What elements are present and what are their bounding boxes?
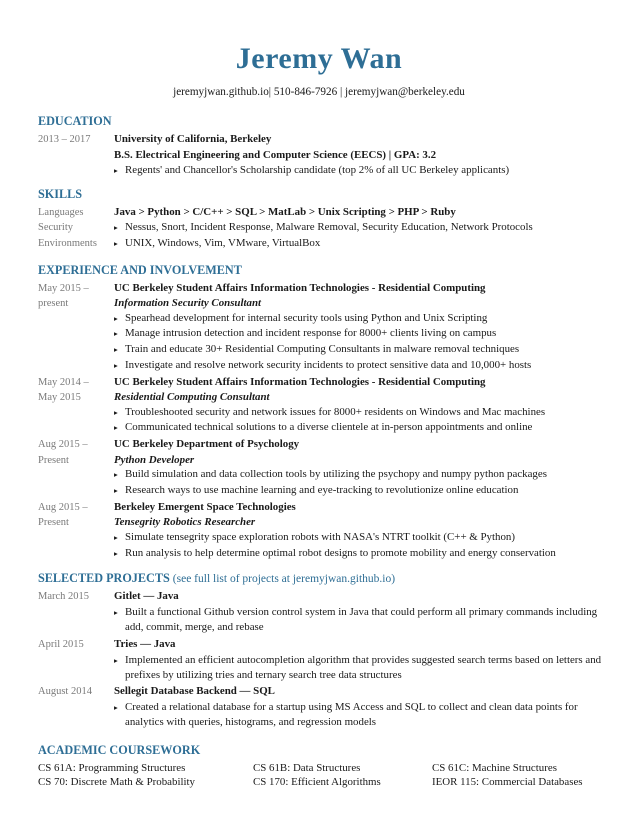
project-name: Sellegit Database Backend — SQL: [114, 685, 275, 697]
bullet-marker: ▸: [114, 361, 118, 370]
bullet-text: Research ways to use machine learning and eye-tracking to revolutionize online education: [125, 484, 519, 496]
education-dates: 2013 – 2017: [38, 134, 91, 145]
course-item: CS 61C: Machine Structures: [432, 762, 557, 774]
bullet-text: Regents' and Chancellor's Scholarship candidate (top 2% of all UC Berkeley applicants): [125, 164, 510, 176]
section-title-education: EDUCATION: [38, 114, 112, 128]
experience-date: May 2015: [38, 392, 81, 403]
course-item: CS 70: Discrete Math & Probability: [38, 776, 195, 788]
bullet-text: Run analysis to help determine optimal robot designs to promote mobility and energy conservation: [125, 547, 556, 559]
experience-bullet: [114, 546, 614, 561]
bullet-text: Build simulation and data collection tools by utilizing the psychopy and numpy python packages: [125, 468, 547, 480]
bullet-marker: ▸: [114, 608, 118, 617]
experience-date: Aug 2015 –: [38, 439, 88, 450]
bullet-text: Nessus, Snort, Incident Response, Malware Removal, Security Education, Network Protocols: [125, 221, 533, 233]
bullet-text: Investigate and resolve network security incidents to protect sensitive data and 10,000+ hosts: [125, 359, 532, 371]
project-date: August 2014: [38, 686, 92, 697]
skill-value: [114, 220, 614, 235]
bullet-marker: ▸: [114, 345, 118, 354]
experience-org: UC Berkeley Student Affairs Information Technologies - Residential Computing: [114, 282, 486, 294]
bullet-text: Simulate tensegrity space exploration robots with NASA's NTRT toolkit (C++ & Python): [125, 531, 515, 543]
experience-bullet: [114, 358, 614, 373]
bullet-text: Manage intrusion detection and incident response for 8000+ clients living on campus: [125, 327, 497, 339]
bullet-marker: ▸: [114, 239, 118, 248]
section-title-experience: EXPERIENCE AND INVOLVEMENT: [38, 263, 242, 277]
bullet-text: Train and educate 30+ Residential Computing Consultants in malware removal techniques: [125, 343, 520, 355]
experience-role: Python Developer: [114, 454, 195, 466]
experience-bullet: [114, 342, 614, 357]
bullet-marker: ▸: [114, 423, 118, 432]
bullet-marker: ▸: [114, 656, 118, 665]
contact-line: jeremyjwan.github.io| 510-846-7926 | jeremyjwan@berkeley.edu: [173, 86, 465, 98]
experience-role: Residential Computing Consultant: [114, 391, 270, 403]
bullet-marker: ▸: [114, 166, 118, 175]
bullet-marker: ▸: [114, 223, 118, 232]
education-degree: B.S. Electrical Engineering and Computer Science (EECS) | GPA: 3.2: [114, 149, 437, 161]
experience-bullet: [114, 420, 614, 435]
bullet-text: UNIX, Windows, Vim, VMware, VirtualBox: [125, 237, 321, 249]
project-date: March 2015: [38, 591, 90, 602]
experience-date: Aug 2015 –: [38, 502, 88, 513]
projects-note: (see full list of projects at jeremyjwan.github.io): [172, 573, 396, 585]
course-item: IEOR 115: Commercial Databases: [432, 776, 583, 788]
section-title-skills: SKILLS: [38, 187, 83, 201]
bullet-marker: ▸: [114, 486, 118, 495]
bullet-marker: ▸: [114, 549, 118, 558]
experience-role: Information Security Consultant: [114, 297, 262, 309]
experience-bullet: [114, 326, 614, 341]
experience-date: May 2015 –: [38, 283, 89, 294]
projects-title: SELECTED PROJECTS: [38, 571, 170, 585]
bullet-text: Spearhead development for internal security tools using Python and Unix Scripting: [125, 312, 488, 324]
bullet-marker: ▸: [114, 329, 118, 338]
project-name: Gitlet — Java: [114, 590, 179, 602]
education-bullet: [114, 163, 614, 178]
project-date: April 2015: [38, 639, 84, 650]
project-name: Tries — Java: [114, 638, 176, 650]
bullet-text: Communicated technical solutions to a diverse clientele at in-person appointments and online: [125, 421, 533, 433]
experience-bullet: [114, 311, 614, 326]
course-item: CS 170: Efficient Algorithms: [253, 776, 381, 788]
experience-date: May 2014 –: [38, 377, 89, 388]
section-title-projects: [38, 571, 395, 587]
bullet-marker: ▸: [114, 408, 118, 417]
resume-name: Jeremy Wan: [235, 42, 403, 75]
bullet-text: Created a relational database for a startup using MS Access and SQL to collect and clean data points for analytics with queries, histograms, and regression models: [125, 701, 578, 728]
course-item: CS 61B: Data Structures: [253, 762, 361, 774]
skill-label: Environments: [38, 238, 97, 249]
experience-date: present: [38, 298, 69, 309]
experience-bullet: [114, 483, 614, 498]
skill-value: Java > Python > C/C++ > SQL > MatLab > Unix Scripting > PHP > Ruby: [114, 206, 456, 218]
bullet-text: Troubleshooted security and network issues for 8000+ residents on Windows and Mac machines: [125, 406, 546, 418]
project-bullet: [114, 653, 614, 683]
experience-bullet: [114, 530, 614, 545]
education-school: University of California, Berkeley: [114, 133, 272, 145]
skill-label: Security: [38, 222, 73, 233]
experience-org: UC Berkeley Student Affairs Information Technologies - Residential Computing: [114, 376, 486, 388]
bullet-marker: ▸: [114, 314, 118, 323]
bullet-marker: ▸: [114, 533, 118, 542]
section-title-coursework: ACADEMIC COURSEWORK: [38, 743, 201, 757]
experience-org: Berkeley Emergent Space Technologies: [114, 501, 296, 513]
experience-org: UC Berkeley Department of Psychology: [114, 438, 300, 450]
experience-role: Tensegrity Robotics Researcher: [114, 516, 256, 528]
skill-value: [114, 236, 614, 251]
experience-date: Present: [38, 455, 69, 466]
bullet-text: Implemented an efficient autocompletion algorithm that provides suggested search terms based on letters and prefixes by utilizing tries and ternary search tree data structures: [125, 654, 602, 681]
project-bullet: [114, 700, 614, 730]
bullet-text: Built a functional Github version control system in Java that could perform all primary commands including add, commit, merge, and rebase: [125, 606, 598, 633]
course-item: CS 61A: Programming Structures: [38, 762, 186, 774]
experience-date: Present: [38, 517, 69, 528]
bullet-marker: ▸: [114, 470, 118, 479]
bullet-marker: ▸: [114, 703, 118, 712]
project-bullet: [114, 605, 614, 635]
skill-label: Languages: [38, 207, 84, 218]
experience-bullet: [114, 467, 614, 482]
experience-bullet: [114, 405, 614, 420]
